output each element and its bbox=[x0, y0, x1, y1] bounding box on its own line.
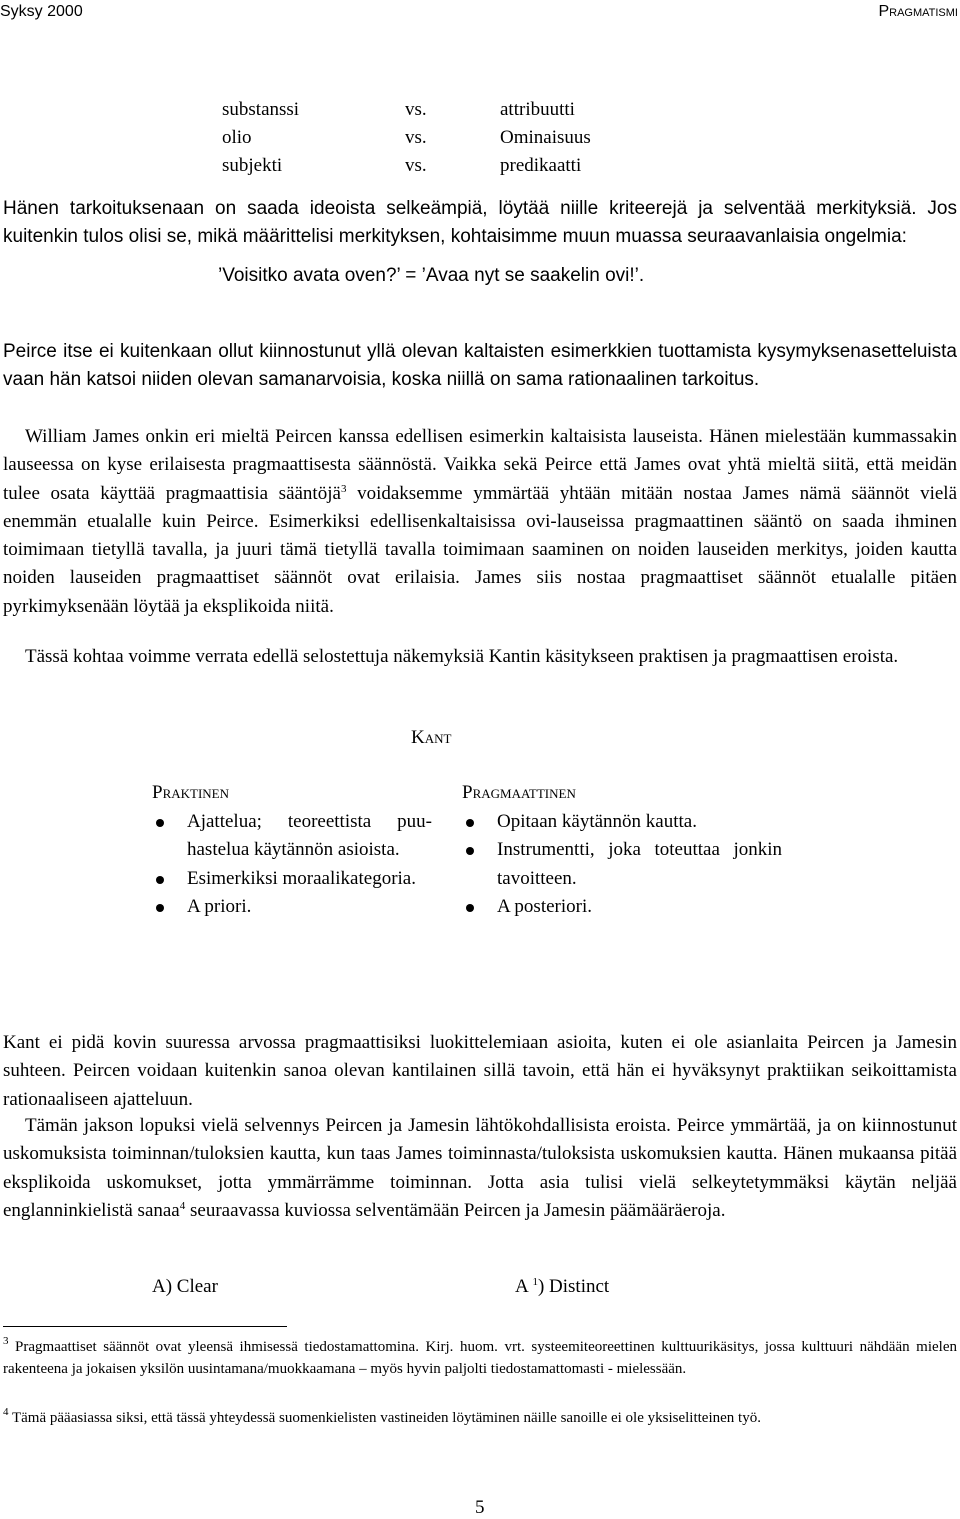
opposition-pairs bbox=[222, 96, 591, 180]
pair-term-a: substanssi bbox=[222, 99, 300, 120]
list-item-text: Esimerkiksi moraalikategoria. bbox=[187, 867, 416, 889]
paragraph-differences-text-b: seuraavassa kuviossa selventämään Peircen ja Jamesin päämääräeroja. bbox=[185, 1199, 726, 1221]
paragraph-peirce: Peirce itse ei kuitenkaan ollut kiinnostunut yllä olevan kaltaisten esimerkkien tuottamista kysymyksenasetteluista vaan hän katsoi niiden olevan samanarvoisia, koska niillä on sama rationaalinen tarkoitus. bbox=[3, 341, 957, 391]
paragraph-james-text-b: voidaksemme ymmärtää yhtään mitään nostaa James nämä säännöt vielä enemmän etualalle kuin Peirce. Esimerkiksi edellisenkaltaisissa ovi-lauseissa pragmaattinen sääntö on saada ihminen toimimaan tietyllä tavalla, ja juuri tämä tietyllä tavalla toimimaan saaminen on noiden lauseiden merkitys, joiden kautta noiden lauseiden pragmaattiset säännöt ovat erilaisia. James siis nostaa pragmaattiset säännöt etualalle pitäen pyrkimyksenään löytää ja eksplikoida niitä. bbox=[3, 482, 958, 617]
pair-vs: vs. bbox=[405, 155, 427, 176]
list-item-text: Opitaan käytännön kautta. bbox=[497, 810, 697, 832]
footnote-text: Pragmaattiset säännöt ovat yleensä ihmisessä tiedostamattomina. Kirj. huom. vrt. systeemiteoreettinen kulttuurikäsitys, jossa kulttuuri nähdään mielen rakenteena ja jokaisen yksilön uusintamana/muokkaamana – myös hyvin paljolti tiedostamattomasti - mielessään. bbox=[3, 1339, 957, 1377]
pair-term-a: olio bbox=[222, 127, 252, 148]
example-quote: ’Voisitko avata oven?’ = ’Avaa nyt se saakelin ovi!’. bbox=[218, 265, 645, 286]
paragraph-james bbox=[3, 423, 957, 621]
paragraph-intro: Hänen tarkoituksenaan on saada ideoista selkeämpiä, löytää niille kriteerejä ja selventää merkityksiä. Jos kuitenkin tulos olisi se, mikä määrittelisi merkityksen, kohtaisimme muun muassa seuraavanlaisia ongelmia: bbox=[3, 198, 957, 248]
list-item-text: A posteriori. bbox=[497, 896, 592, 917]
footnote-3 bbox=[3, 1337, 957, 1381]
column-pragmaattinen bbox=[462, 779, 782, 922]
paragraph-differences-text-a: Tämän jakson lopuksi vielä selvennys Peircen ja Jamesin lähtökohdallisista eroista. Peirce ymmärtää, ja on kiinnostunut uskomuksista toiminnan/tuloksien kautta, kun taas James toiminnasta/tuloksista uskomuksien kautta. Hänen mukaansa pitää eksplikoida uskomukset, jotta ymmärrämme toiminnan. Jotta asia tulisi vielä selkeytetymmäksi käytän neljää englanninkielistä sanaa bbox=[3, 1115, 957, 1221]
list-item bbox=[462, 836, 782, 893]
bullet-list bbox=[462, 808, 782, 922]
pair-row bbox=[222, 152, 591, 180]
label-distinct-post: ) Distinct bbox=[537, 1276, 610, 1297]
bullet-icon bbox=[156, 876, 164, 884]
pair-row bbox=[222, 96, 591, 124]
pair-term-b: Ominaisuus bbox=[500, 127, 591, 148]
footnote-divider bbox=[3, 1326, 287, 1327]
pair-term-b: predikaatti bbox=[500, 155, 582, 176]
pair-row bbox=[222, 124, 591, 152]
bullet-icon bbox=[466, 819, 474, 827]
paragraph-differences bbox=[3, 1112, 957, 1225]
page-number: 5 bbox=[475, 1497, 485, 1518]
footnote-4 bbox=[3, 1408, 957, 1430]
footnote-number: 4 bbox=[3, 1406, 9, 1418]
list-item bbox=[152, 808, 432, 865]
pair-term-b: attribuutti bbox=[500, 99, 575, 120]
footnote-ref-3[interactable]: 3 bbox=[340, 482, 347, 495]
label-distinct bbox=[515, 1276, 609, 1298]
list-item-text: Ajattelua; teoreettista puuhastelua käytännön asioista. bbox=[187, 810, 432, 860]
paragraph-kant-compare: Tässä kohtaa voimme verrata edellä selostettuja näkemyksiä Kantin käsitykseen praktisen ja pragmaattisen eroista. bbox=[25, 646, 899, 667]
footnote-number: 3 bbox=[3, 1335, 9, 1347]
column-heading: Pragmaattinen bbox=[462, 782, 576, 803]
list-item-text: Instrumentti, joka toteuttaa jonkin tavoitteen. bbox=[497, 839, 782, 889]
list-item bbox=[462, 893, 782, 922]
list-item bbox=[152, 865, 432, 894]
label-clear: A) Clear bbox=[152, 1276, 218, 1297]
bullet-icon bbox=[156, 904, 164, 912]
column-heading: Praktinen bbox=[152, 782, 230, 803]
list-item-text: A priori. bbox=[187, 896, 252, 917]
label-distinct-pre: A bbox=[515, 1276, 533, 1297]
header-left: Syksy 2000 bbox=[0, 3, 83, 20]
footnote-text: Tämä pääasiassa siksi, että tässä yhteydessä suomenkielisten vastineiden löytäminen näille sanoille ei ole yksiselitteinen työ. bbox=[8, 1410, 761, 1426]
pair-vs: vs. bbox=[405, 127, 427, 148]
bullet-list bbox=[152, 808, 432, 922]
bullet-icon bbox=[156, 819, 164, 827]
paragraph-kant-values: Kant ei pidä kovin suuressa arvossa pragmaattisiksi luokittelemiaan asioita, kuten ei ole asianlaita Peircen ja Jamesin suhteen. Peircen voidaan kuitenkin sanoa olevan kantilainen sillä tavoin, että hän ei hyväksynyt praktiikan seikoittamista rationaaliseen ajatteluun. bbox=[3, 1032, 957, 1110]
label-distinct-sup: 1 bbox=[532, 1276, 538, 1288]
list-item bbox=[152, 893, 432, 922]
pair-term-a: subjekti bbox=[222, 155, 283, 176]
pair-vs: vs. bbox=[405, 99, 427, 120]
bullet-icon bbox=[466, 847, 474, 855]
bullet-icon bbox=[466, 904, 474, 912]
footnote-ref-4[interactable]: 4 bbox=[179, 1199, 186, 1212]
list-item bbox=[462, 808, 782, 837]
paragraph-james-text-a: William James onkin eri mieltä Peircen kanssa edellisen esimerkin kaltaisista lauseista. Hänen mielestään kummassakin lauseessa on kyse erilaisesta pragmaattisesta säännöstä. Vaikka sekä Peirce että James ovat yhtä mieltä siitä, että meidän tulee osata käyttää pragmaattisia sääntöjä bbox=[3, 426, 957, 504]
kant-title: Kant bbox=[411, 727, 452, 748]
column-praktinen bbox=[152, 779, 432, 922]
header-right: Pragmatismi bbox=[878, 3, 958, 20]
